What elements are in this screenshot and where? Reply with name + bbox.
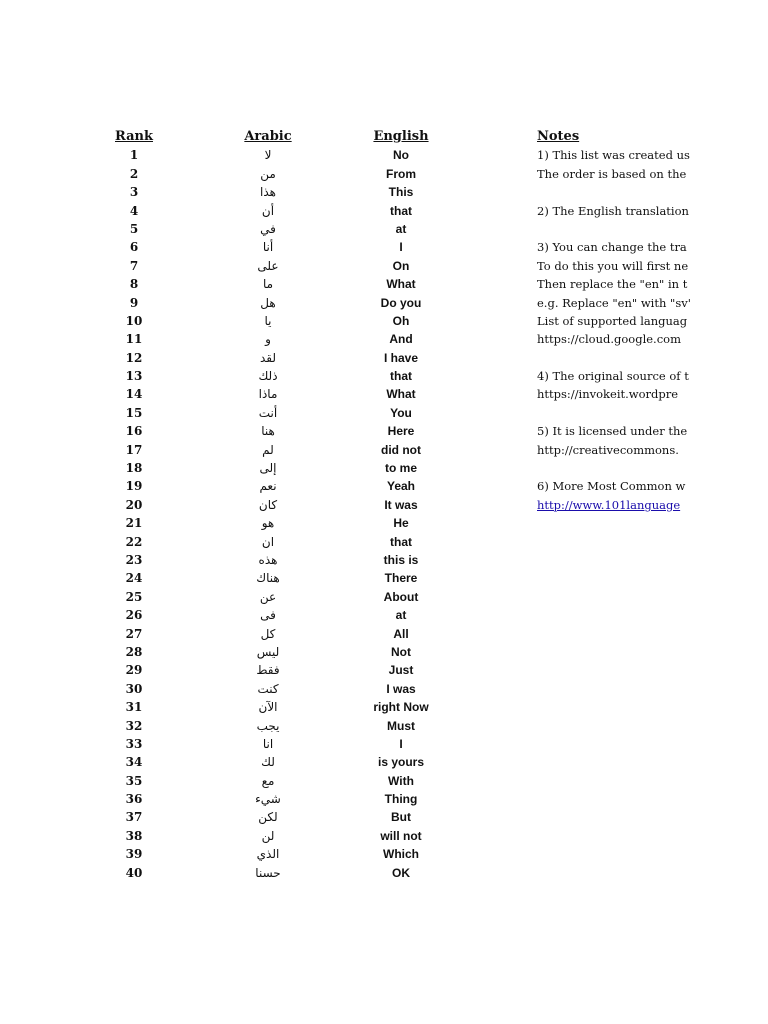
rank-cell: 38: [125, 828, 143, 843]
rank-cell: 13: [125, 369, 143, 384]
table-row: [0, 533, 768, 551]
english-cell: is yours: [377, 755, 425, 770]
english-cell: But: [391, 810, 411, 825]
rank-cell: 28: [125, 644, 143, 659]
rank-cell: 9: [129, 295, 139, 310]
arabic-cell: ليس: [256, 644, 280, 659]
english-cell: He: [393, 516, 409, 531]
rank-cell: 24: [125, 571, 143, 586]
rank-cell: 10: [125, 313, 143, 328]
table-row: [0, 864, 768, 882]
english-cell: Thing: [384, 792, 418, 807]
arabic-cell: نعم: [259, 479, 277, 494]
notes-line: To do this you will first ne: [537, 258, 689, 273]
table-row: [0, 661, 768, 679]
table-row: [0, 680, 768, 698]
arabic-cell: فى: [260, 608, 276, 623]
english-cell: I: [399, 736, 403, 751]
english-cell: Do you: [380, 295, 422, 310]
rank-cell: 19: [125, 479, 143, 494]
english-cell: this is: [383, 552, 419, 567]
rank-cell: 21: [125, 516, 143, 531]
table-row: [0, 772, 768, 790]
rank-cell: 35: [125, 773, 143, 788]
notes-line: [537, 349, 768, 367]
table-row: [0, 588, 768, 606]
arabic-cell: كل: [260, 626, 276, 641]
arabic-cell: هذا: [260, 185, 276, 200]
notes-line: List of supported languag: [537, 313, 688, 328]
rank-cell: 29: [125, 663, 143, 678]
rank-cell: 3: [129, 185, 139, 200]
arabic-cell: يا: [264, 313, 272, 328]
arabic-cell: أن: [261, 203, 275, 218]
table-row: [0, 717, 768, 735]
arabic-cell: هل: [260, 295, 276, 310]
rank-cell: 17: [125, 442, 143, 457]
english-cell: Just: [388, 663, 414, 678]
english-cell: From: [386, 166, 416, 181]
arabic-cell: ان: [261, 534, 275, 549]
rank-cell: 23: [125, 552, 143, 567]
english-cell: On: [392, 258, 410, 273]
rank-cell: 39: [125, 847, 143, 862]
arabic-cell: فقط: [256, 663, 280, 678]
arabic-cell: مع: [261, 773, 275, 788]
notes-line: 2) The English translation: [537, 203, 689, 218]
english-cell: About: [383, 589, 419, 604]
notes-line: Then replace the "en" in t: [537, 277, 688, 292]
table-row: [0, 698, 768, 716]
rank-cell: 18: [125, 461, 143, 476]
table-row: [0, 735, 768, 753]
english-cell: What: [386, 387, 416, 402]
rank-cell: 6: [129, 240, 139, 255]
english-cell: right Now: [373, 700, 429, 715]
arabic-cell: على: [257, 258, 279, 273]
english-cell: Here: [387, 424, 415, 439]
notes-line: https://cloud.google.com: [537, 332, 681, 347]
notes-line: e.g. Replace "en" with "sv': [537, 295, 691, 310]
notes-line: 3) You can change the tra: [537, 240, 687, 255]
arabic-cell: هنا: [261, 424, 275, 439]
notes-line: The order is based on the: [537, 166, 687, 181]
notes-header: Notes: [537, 129, 580, 144]
english-cell: And: [389, 332, 413, 347]
rank-cell: 2: [129, 166, 139, 181]
rank-cell: 7: [129, 258, 139, 273]
rank-cell: 30: [125, 681, 143, 696]
arabic-cell: الذي: [256, 847, 280, 862]
table-row: [0, 514, 768, 532]
english-cell: Oh: [392, 313, 410, 328]
arabic-cell: حسنا: [255, 865, 281, 880]
english-cell: What: [386, 277, 416, 292]
arabic-cell: لم: [262, 442, 274, 457]
english-cell: did not: [381, 442, 421, 457]
notes-column: [537, 128, 768, 514]
notes-link[interactable]: http://www.101language: [537, 497, 681, 512]
table-row: [0, 625, 768, 643]
arabic-cell: لن: [261, 828, 275, 843]
arabic-cell: ماذا: [258, 387, 278, 402]
rank-cell: 12: [125, 350, 143, 365]
rank-cell: 37: [125, 810, 143, 825]
english-cell: Must: [387, 718, 415, 733]
english-cell: With: [388, 773, 414, 788]
arabic-cell: لكن: [258, 810, 278, 825]
english-cell: Not: [391, 644, 411, 659]
table-row: [0, 827, 768, 845]
arabic-cell: في: [260, 221, 276, 236]
arabic-cell: ما: [262, 277, 274, 292]
rank-cell: 31: [125, 700, 143, 715]
notes-line: http://creativecommons.: [537, 442, 679, 457]
table-row: [0, 643, 768, 661]
rank-cell: 25: [125, 589, 143, 604]
rank-cell: 14: [125, 387, 143, 402]
english-cell: Which: [383, 847, 419, 862]
table-row: [0, 551, 768, 569]
arabic-cell: من: [260, 166, 276, 181]
english-cell: I: [399, 240, 403, 255]
notes-line: 1) This list was created us: [537, 148, 690, 163]
english-cell: at: [395, 221, 407, 236]
rank-header: Rank: [115, 129, 153, 144]
rank-cell: 5: [129, 221, 139, 236]
rank-cell: 20: [125, 497, 143, 512]
english-cell: No: [393, 148, 409, 163]
table-row: [0, 606, 768, 624]
table-row: [0, 753, 768, 771]
arabic-cell: كان: [258, 497, 278, 512]
rank-cell: 15: [125, 405, 143, 420]
arabic-cell: ذلك: [258, 369, 278, 384]
notes-line: [537, 220, 768, 238]
notes-line: 6) More Most Common w: [537, 479, 686, 494]
notes-line: https://invokeit.wordpre: [537, 387, 679, 402]
english-cell: All: [393, 626, 409, 641]
notes-line: 4) The original source of t: [537, 369, 689, 384]
table-row: [0, 790, 768, 808]
arabic-cell: لقد: [259, 350, 277, 365]
rank-cell: 34: [125, 755, 143, 770]
notes-body: [537, 146, 768, 514]
notes-line: [537, 459, 768, 477]
arabic-cell: لك: [261, 755, 275, 770]
rank-cell: 11: [125, 332, 143, 347]
english-cell: at: [395, 608, 407, 623]
english-cell: I was: [386, 681, 416, 696]
notes-line: [537, 183, 768, 201]
rank-cell: 4: [129, 203, 139, 218]
notes-line: 5) It is licensed under the: [537, 424, 688, 439]
rank-cell: 40: [125, 865, 143, 880]
notes-line: [537, 404, 768, 422]
english-cell: I have: [383, 350, 419, 365]
table-row: [0, 845, 768, 863]
english-cell: to me: [384, 461, 417, 476]
table-row: [0, 569, 768, 587]
arabic-cell: شيء: [255, 792, 281, 807]
arabic-cell: هو: [261, 516, 275, 531]
arabic-cell: إلى: [259, 461, 277, 476]
arabic-cell: لا: [264, 148, 272, 163]
arabic-cell: هناك: [256, 571, 280, 586]
rank-cell: 36: [125, 792, 143, 807]
english-cell: will not: [380, 828, 422, 843]
arabic-cell: الآن: [258, 700, 278, 715]
english-header: English: [373, 129, 429, 144]
arabic-cell: و: [265, 332, 271, 347]
table-row: [0, 808, 768, 826]
english-cell: that: [390, 203, 412, 218]
arabic-cell: انا: [262, 736, 274, 751]
arabic-cell: يجب: [256, 718, 280, 733]
arabic-header: Arabic: [244, 129, 292, 144]
rank-cell: 22: [125, 534, 143, 549]
english-cell: There: [384, 571, 418, 586]
english-cell: You: [390, 405, 412, 420]
english-cell: It was: [384, 497, 418, 512]
rank-cell: 26: [125, 608, 143, 623]
arabic-cell: كنت: [257, 681, 279, 696]
arabic-cell: أنا: [262, 240, 274, 255]
rank-cell: 16: [125, 424, 143, 439]
english-cell: This: [388, 185, 414, 200]
arabic-cell: أنت: [258, 405, 278, 420]
rank-cell: 27: [125, 626, 143, 641]
rank-cell: 1: [129, 148, 139, 163]
arabic-cell: هذه: [258, 552, 278, 567]
rank-cell: 32: [125, 718, 143, 733]
english-cell: Yeah: [386, 479, 416, 494]
english-cell: OK: [392, 865, 410, 880]
rank-cell: 33: [125, 736, 143, 751]
arabic-cell: عن: [259, 589, 277, 604]
english-cell: that: [390, 369, 412, 384]
english-cell: that: [390, 534, 412, 549]
rank-cell: 8: [129, 277, 139, 292]
